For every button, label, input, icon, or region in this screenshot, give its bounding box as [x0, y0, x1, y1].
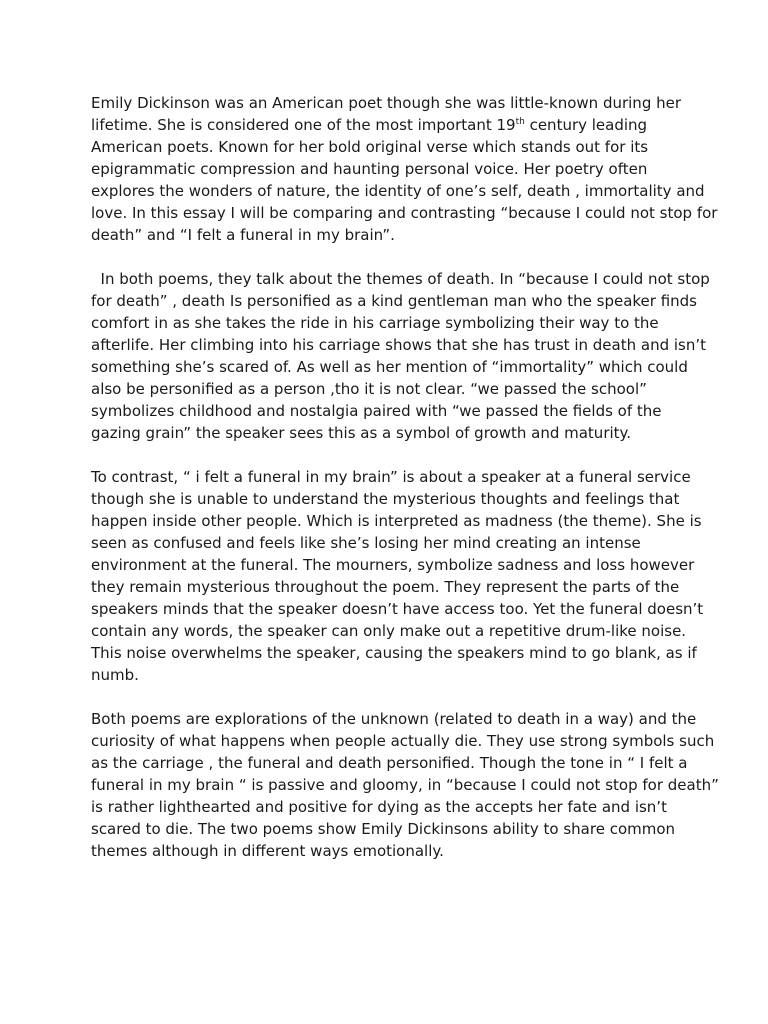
ordinal-superscript: th — [515, 117, 525, 127]
text-line: seen as confused and feels like she’s losing her mind creating an intense — [91, 534, 641, 552]
text-line: curiosity of what happens when people actually die. They use strong symbols such — [91, 732, 715, 750]
paragraph-conclusion — [91, 708, 719, 862]
text-line: themes although in different ways emotionally. — [91, 842, 444, 860]
essay-body — [91, 92, 719, 884]
paragraph-death-theme — [91, 268, 710, 444]
text-line: love. In this essay I will be comparing and contrasting “because I could not stop for — [91, 204, 718, 222]
text-line: symbolizes childhood and nostalgia paired with “we passed the fields of the — [91, 402, 662, 420]
text-line — [91, 114, 691, 136]
text-line: happen inside other people. Which is interpreted as madness (the theme). She is — [91, 512, 702, 530]
text-line: funeral in my brain “ is passive and gloomy, in “because I could not stop for death” — [91, 776, 719, 794]
text-line: death” and “I felt a funeral in my brain”. — [91, 226, 395, 244]
text-line: also be personified as a person ,tho it is not clear. “we passed the school” — [91, 380, 647, 398]
text-line: speakers minds that the speaker doesn’t have access too. Yet the funeral doesn’t — [91, 600, 704, 618]
text-line: To contrast, “ i felt a funeral in my brain” is about a speaker at a funeral service — [91, 468, 691, 486]
text-line: gazing grain” the speaker sees this as a symbol of growth and maturity. — [91, 424, 632, 442]
paragraph-intro — [91, 92, 718, 246]
text-line: numb. — [91, 666, 139, 684]
paragraph-contrast — [91, 466, 704, 686]
text-line: explores the wonders of nature, the identity of one’s self, death , immortality and — [91, 182, 705, 200]
text-line: Emily Dickinson was an American poet though she was little-known during her — [91, 94, 682, 112]
text-line: is rather lighthearted and positive for dying as the accepts her fate and isn’t — [91, 798, 667, 816]
text-segment: century leading — [524, 116, 648, 134]
text-segment: lifetime. She is considered one of the most important 19 — [91, 116, 516, 134]
text-line: scared to die. The two poems show Emily Dickinsons ability to share common — [91, 820, 676, 838]
text-line: something she’s scared of. As well as her mention of “immortality” which could — [91, 358, 688, 376]
text-line: Both poems are explorations of the unknown (related to death in a way) and the — [91, 710, 697, 728]
text-line: comfort in as she takes the ride in his carriage symbolizing their way to the — [91, 314, 659, 332]
text-line: as the carriage , the funeral and death personified. Though the tone in “ I felt a — [91, 754, 688, 772]
text-line: In both poems, they talk about the themes of death. In “because I could not stop — [91, 270, 710, 288]
text-line: though she is unable to understand the mysterious thoughts and feelings that — [91, 490, 680, 508]
text-line: they remain mysterious throughout the poem. They represent the parts of the — [91, 578, 680, 596]
text-line: This noise overwhelms the speaker, causing the speakers mind to go blank, as if — [91, 644, 697, 662]
text-line: afterlife. Her climbing into his carriage shows that she has trust in death and isn’t — [91, 336, 706, 354]
text-line: contain any words, the speaker can only make out a repetitive drum-like noise. — [91, 622, 687, 640]
text-line: American poets. Known for her bold original verse which stands out for its — [91, 138, 649, 156]
text-line: epigrammatic compression and haunting personal voice. Her poetry often — [91, 160, 648, 178]
text-line: environment at the funeral. The mourners, symbolize sadness and loss however — [91, 556, 695, 574]
text-line: for death” , death Is personified as a kind gentleman man who the speaker finds — [91, 292, 697, 310]
